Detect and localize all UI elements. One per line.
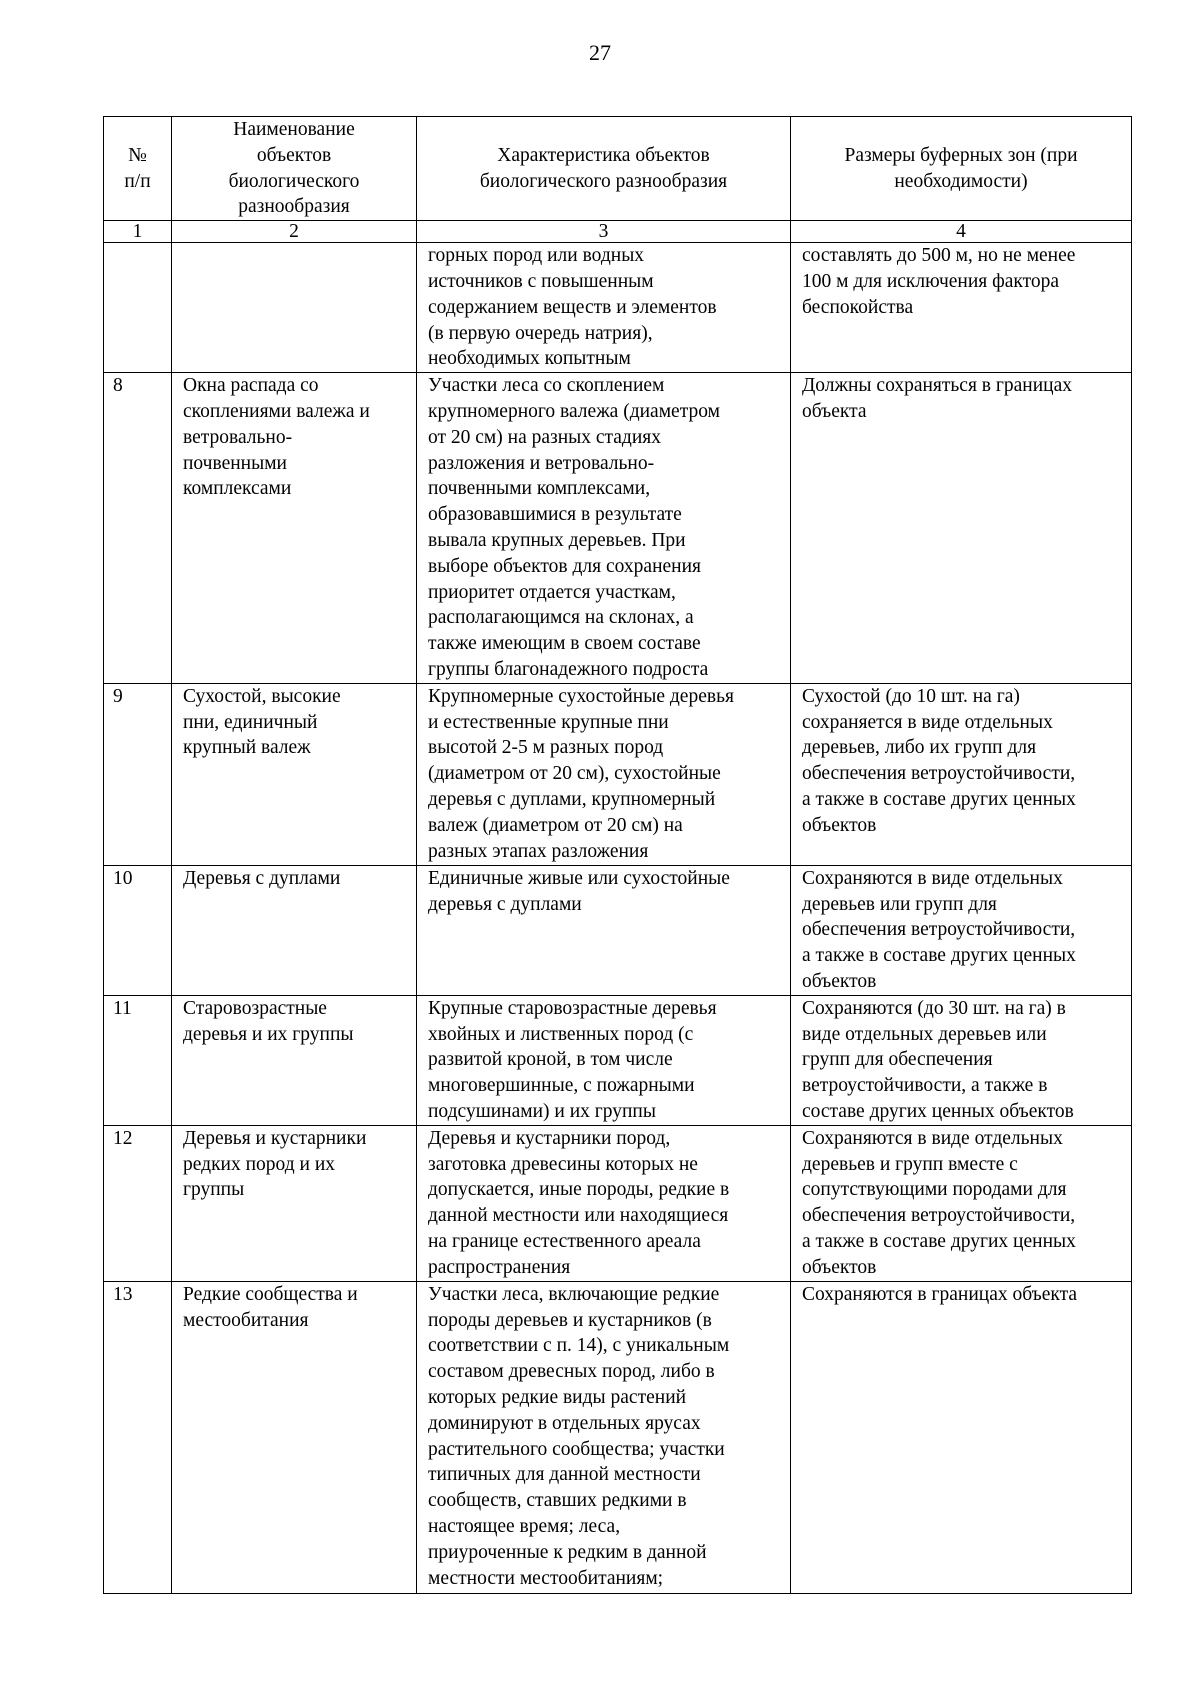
header-cell-buffer: Размеры буферных зон (при необходимости) [791, 117, 1132, 221]
buffer-zone-cell: Сохраняются (до 30 шт. на га) в виде отдельных деревьев или групп для обеспечения ветроустойчивости, а также в составе других ценных объектов [791, 995, 1132, 1125]
table-row [104, 683, 1132, 865]
page-number: 27 [589, 40, 611, 65]
characteristic-cell: Крупномерные сухостойные деревья и естественные крупные пни высотой 2-5 м разных пород (диаметром от 20 см), сухостойные деревья с дуплами, крупномерный валеж (диаметром от 20 см) на разных этапах разложения [417, 683, 791, 865]
characteristic-cell: Крупные старовозрастные деревья хвойных и лиственных пород (с развитой кроной, в том числе многовершинные, с пожарными подсушинами) и их группы [417, 995, 791, 1125]
object-name-cell: Сухостой, высокие пни, единичный крупный валеж [172, 683, 417, 865]
table-header-row [104, 117, 1132, 221]
biodiversity-objects-table [103, 116, 1132, 1594]
buffer-zone-cell: составлять до 500 м, но не менее 100 м для исключения фактора беспокойства [791, 243, 1132, 373]
object-name-cell [172, 243, 417, 373]
buffer-zone-cell: Сохраняются в виде отдельных деревьев и групп вместе с сопутствующими породами для обеспечения ветроустойчивости, а также в составе других ценных объектов [791, 1125, 1132, 1281]
column-number-cell: 1 [104, 221, 172, 243]
row-number-cell [104, 243, 172, 373]
object-name-cell: Деревья с дуплами [172, 865, 417, 995]
table-row [104, 243, 1132, 373]
object-name-cell: Окна распада со скоплениями валежа и ветровально- почвенными комплексами [172, 373, 417, 684]
table-row [104, 1281, 1132, 1593]
characteristic-cell: Участки леса, включающие редкие породы деревьев и кустарников (в соответствии с п. 14), с уникальным составом древесных пород, либо в которых редкие виды растений доминируют в отдельных ярусах растительного сообщества; участки типичных для данной местности сообществ, ставших редкими в настоящее время; леса, приуроченные к редким в данной местности местообитаниям; [417, 1281, 791, 1593]
object-name-cell: Старовозрастные деревья и их группы [172, 995, 417, 1125]
buffer-zone-cell: Сухостой (до 10 шт. на га) сохраняется в виде отдельных деревьев, либо их групп для обеспечения ветроустойчивости, а также в составе других ценных объектов [791, 683, 1132, 865]
object-name-cell: Редкие сообщества и местообитания [172, 1281, 417, 1593]
column-number-cell: 2 [172, 221, 417, 243]
object-name-cell: Деревья и кустарники редких пород и их группы [172, 1125, 417, 1281]
row-number-cell: 10 [104, 865, 172, 995]
column-number-cell: 3 [417, 221, 791, 243]
header-cell-number: № п/п [104, 117, 172, 221]
table-row [104, 1125, 1132, 1281]
row-number-cell: 12 [104, 1125, 172, 1281]
header-cell-characteristic: Характеристика объектов биологического разнообразия [417, 117, 791, 221]
row-number-cell: 13 [104, 1281, 172, 1593]
row-number-cell: 8 [104, 373, 172, 684]
buffer-zone-cell: Сохраняются в границах объекта [791, 1281, 1132, 1593]
column-number-row [104, 221, 1132, 243]
table-row [104, 865, 1132, 995]
characteristic-cell: Участки леса со скоплением крупномерного валежа (диаметром от 20 см) на разных стадиях разложения и ветровально- почвенными комплексами, образовавшимися в результате вывала крупных деревьев. При выборе объектов для сохранения приоритет отдается участкам, располагающимся на склонах, а также имеющим в своем составе группы благонадежного подроста [417, 373, 791, 684]
header-cell-name: Наименование объектов биологического разнообразия [172, 117, 417, 221]
column-number-cell: 4 [791, 221, 1132, 243]
row-number-cell: 11 [104, 995, 172, 1125]
table-row [104, 373, 1132, 684]
characteristic-cell: Деревья и кустарники пород, заготовка древесины которых не допускается, иные породы, редкие в данной местности или находящиеся на границе естественного ареала распространения [417, 1125, 791, 1281]
table-row [104, 995, 1132, 1125]
buffer-zone-cell: Сохраняются в виде отдельных деревьев или групп для обеспечения ветроустойчивости, а также в составе других ценных объектов [791, 865, 1132, 995]
buffer-zone-cell: Должны сохраняться в границах объекта [791, 373, 1132, 684]
characteristic-cell: горных пород или водных источников с повышенным содержанием веществ и элементов (в первую очередь натрия), необходимых копытным [417, 243, 791, 373]
row-number-cell: 9 [104, 683, 172, 865]
characteristic-cell: Единичные живые или сухостойные деревья с дуплами [417, 865, 791, 995]
